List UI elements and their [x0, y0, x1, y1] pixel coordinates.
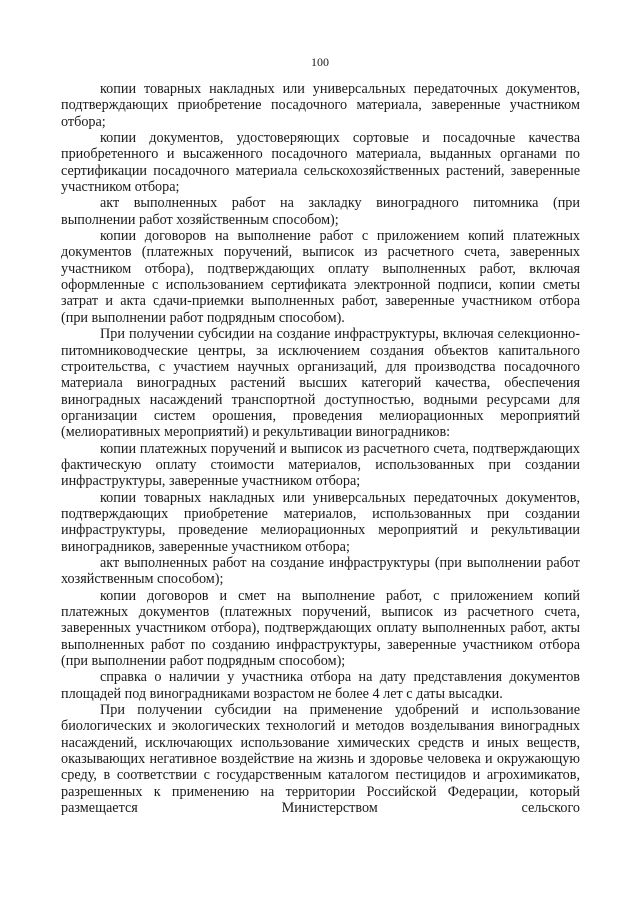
paragraph-contracts-estimates: копии договоров и смет на выполнение работ, с приложением копий платежных документов (платежных поручений, выписок из расчетного счета, заверенных участником отбора), подтверждающих оплату выполненных работ, акты выполненных работ по созданию инфраструктуры, заверенные участником отбора (при выполнении работ подрядным способом); — [61, 587, 580, 670]
paragraph-infrastructure-act: акт выполненных работ на создание инфраструктуры (при выполнении работ хозяйственным способом); — [61, 554, 580, 588]
paragraph-fertilizer-subsidy: При получении субсидии на применение удобрений и использование биологических и экологических технологий и методов возделывания виноградных насаждений, исключающих использование химических средств и иных веществ, оказывающих негативное воздействие на жизнь и здоровье человека и окружающую среду, в соответствии с государственным каталогом пестицидов и агрохимикатов, разрешенных к применению на территории Российской Федерации, который размещается Министерством сельского — [61, 702, 580, 817]
paragraph-material-invoices: копии товарных накладных или универсальных передаточных документов, подтверждающих приобретение материалов, использованных при создании инфраструктуры, проведение мелиорационных мероприятий и рекультивации виноградников, заверенные участником отбора; — [61, 489, 580, 555]
paragraph-vineyard-certificate: справка о наличии у участника отбора на дату представления документов площадей под виноградниками возрастом не более 4 лет с даты высадки. — [61, 669, 580, 702]
paragraph-infrastructure-subsidy: При получении субсидии на создание инфраструктуры, включая селекционно-питомниководческие центры, за исключением создания объектов капитального строительства, с участием научных организаций, для производства посадочного материала виноградных растений высших категорий качества, обеспечения виноградных насаждений транспортной доступностью, водными ресурсами для организации систем орошения, проведения мелиорационных мероприятий (мелиоративных мероприятий) и рекультивации виноградников: — [61, 326, 580, 441]
paragraph-payment-orders: копии платежных поручений и выписок из расчетного счета, подтверждающих фактическую оплату стоимости материалов, использованных при создании инфраструктуры, заверенные участником отбора; — [61, 440, 580, 490]
page-number: 100 — [311, 55, 329, 69]
paragraph-contract-copies: копии договоров на выполнение работ с приложением копий платежных документов (платежных поручений, выписок из расчетного счета, заверенных участником отбора), подтверждающих оплату выполненных работ, включая оформленные с использованием сертификата электронной подписи, копии сметы затрат и акта сдачи-приемки выполненных работ, заверенные участником отбора (при выполнении работ подрядным способом). — [61, 228, 580, 326]
paragraph-invoice-copies: копии товарных накладных или универсальных передаточных документов, подтверждающих приобретение посадочного материала, заверенные участником отбора; — [61, 81, 580, 130]
paragraph-nursery-act: акт выполненных работ на закладку виноградного питомника (при выполнении работ хозяйственным способом); — [61, 195, 580, 228]
paragraph-quality-documents: копии документов, удостоверяющих сортовые и посадочные качества приобретенного и высаженного посадочного материала, выданных органами по сертификации посадочного материала сельскохозяйственных растений, заверенные участником отбора; — [61, 130, 580, 196]
document-body — [61, 81, 580, 816]
